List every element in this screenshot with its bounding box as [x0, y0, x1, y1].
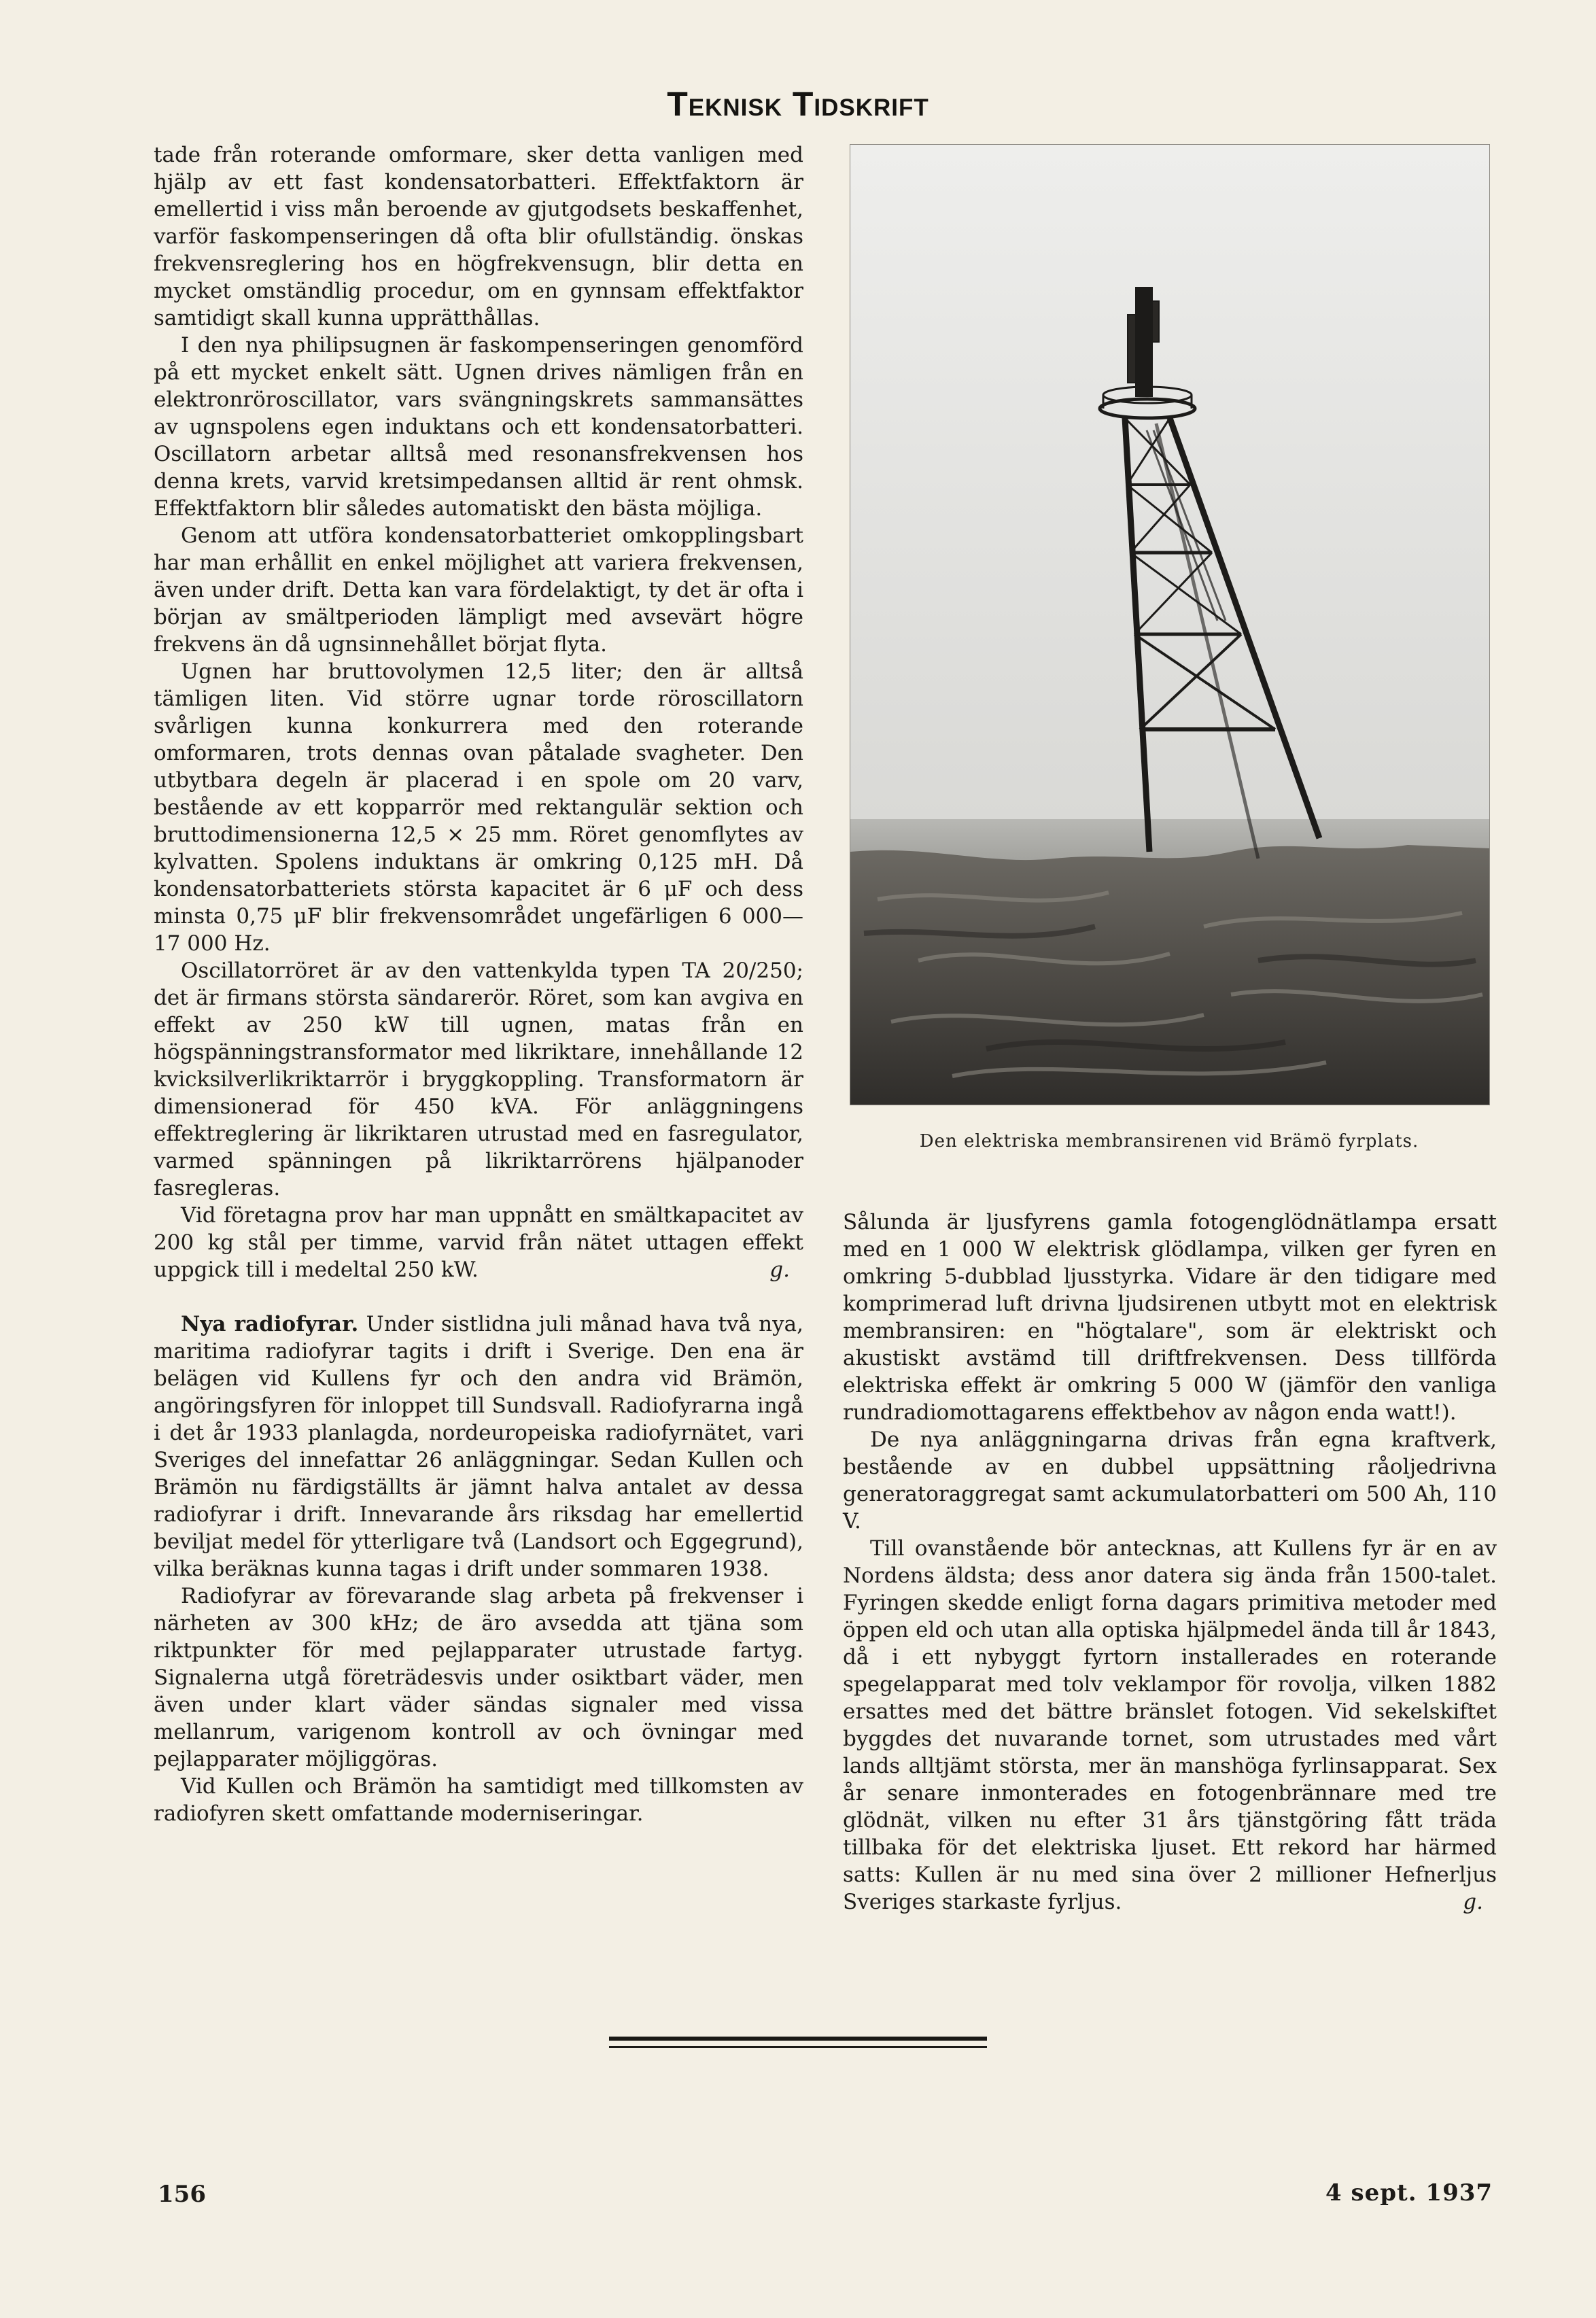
paragraph: Vid Kullen och Brämön ha samtidigt med tillkomsten av radiofyren skett omfattande moderniseringar.: [154, 1774, 803, 1826]
page-number: 156: [158, 2181, 206, 2208]
paragraph: tade från roterande omformare, sker detta vanligen med hjälp av ett fast kondensatorbatteri. Effektfaktorn är emellertid i viss mån beroende av gjutgodsets beskaffenhet, varför faskompenseringen då ofta blir ofullständig. önskas frekvensreglering hos en högfrekvensugn, blir detta en mycket omständlig procedur, om en gynnsam effektfaktor samtidigt skall kunna upprätthållas.: [154, 143, 803, 330]
issue-date: 4 sept. 1937: [1325, 2179, 1493, 2207]
paragraph: [843, 1535, 1497, 1916]
paragraph-text: Till ovanstående bör antecknas, att Kullens fyr är en av Nordens äldsta; dess anor datera sig ända från 1500-talet. Fyringen skedde enligt forna dagars primitiva metoder med öppen eld och utan alla optiska hjälpmedel ända till år 1843, då i ett nybyggt fyrtorn installerades en roterande spegelapparat med tolv veklampor för rovolja, vilken 1882 ersattes med det bättre bränslet fotogen. Vid sekelskiftet byggdes det nuvarande tornet, som utrustades med vårt lands alltjämt största, mer än manshöga fyrlinsapparat. Sex år senare inmonterades en fotogenbrännare med tre glödnät, vilken nu efter 31 års tjänstgöring fått träda tillbaka för det elektriska ljuset. Ett rekord har härmed satts: Kullen är nu med sina över 2 millioner Hefnerljus Sveriges starkaste fyrljus.: [843, 1536, 1497, 1914]
paragraph: I den nya philipsugnen är faskompenseringen genomförd på ett mycket enkelt sätt. Ugnen drives nämligen från en elektronröroscillator, vars svängningskrets sammansättes av ugnspolens egen induktans och ett kondensatorbatteri. Oscillatorn arbetar alltså med resonansfrekvensen hos denna krets, varvid kretsimpedansen alltid är rent ohmsk. Effektfaktorn blir således automatiskt den bästa möjliga.: [154, 333, 803, 521]
paragraph: Genom att utföra kondensatorbatteriet omkopplingsbart har man erhållit en enkel möjlighet att variera frekvensen, även under drift. Detta kan vara fördelaktigt, ty det är ofta i början av smältperioden lämpligt med avsevärt högre frekvens än då ugnsinnehållet börjat flyta.: [154, 523, 803, 657]
left-column: [154, 141, 803, 1827]
journal-masthead: Teknisk Tidskrift: [667, 85, 929, 123]
paragraph-text: Under sistlidna juli månad hava två nya, maritima radiofyrar tagits i drift i Sverige. Den ena är belägen vid Kullens fyr och den andra vid Brämön, angöringsfyren för inloppet till Sundsvall. Radiofyrarna ingå i det år 1933 planlagda, nordeuropeiska radiofyrnätet, vari Sveriges del innefattar 26 anläggningar. Sedan Kullen och Brämön nu färdigställts är jämnt halva antalet av dessa radiofyrar i drift. Innevarande års riksdag har emellertid beviljat medel för ytterligare två (Landsort och Eggegrund), vilka beräknas kunna tagas i drift under sommaren 1938.: [154, 1312, 803, 1581]
section-heading: Nya radiofyrar.: [181, 1312, 359, 1336]
paragraph: Sålunda är ljusfyrens gamla fotogenglödnätlampa ersatt med en 1 000 W elektrisk glödlampa, vilken ger fyren en omkring 5-dubblad ljusstyrka. Vidare är den tidigare med komprimerad luft drivna ljudsirenen utbytt mot en elektrisk membransiren: en "högtalare", som är elektriskt och akustiskt avstämd till driftfrekvensen. Dess tillförda elektriska effekt är omkring 5 000 W (jämför den vanliga rundradiomottagarens effektbehov av någon enda watt!).: [843, 1210, 1497, 1425]
paragraph: De nya anläggningarna drivas från egna kraftverk, bestående av en dubbel uppsättning råoljedrivna generatoraggregat samt ackumulatorbatteri om 500 Ah, 110 V.: [843, 1428, 1497, 1534]
paragraph: Ugnen har bruttovolymen 12,5 liter; den är alltså tämligen liten. Vid större ugnar torde röroscillatorn svårligen kunna konkurrera med den roterande omformaren, trots dennas ovan påtalade svagheter. Den utbytbara degeln är placerad i en spole om 20 varv, bestående av ett kopparrör med rektangulär sektion och bruttodimensionerna 12,5 × 25 mm. Röret genomflytes av kylvatten. Spolens induktans är omkring 0,125 mH. Då kondensatorbatteriets största kapacitet är 6 μF och dess minsta 0,75 μF blir frekvensområdet ungefärligen 6 000—17 000 Hz.: [154, 659, 803, 956]
end-rule-thick: [609, 2037, 987, 2041]
rocky-shore: [850, 845, 1489, 1105]
lighthouse-siren-photo: [850, 144, 1490, 1105]
paragraph: Radiofyrar av förevarande slag arbeta på frekvenser i närheten av 300 kHz; de äro avsedda att tjäna som riktpunkter för med pejlapparater utrustade fartyg. Signalerna utgå företrädesvis under osiktbart väder, men även under klart väder sändas signaler med vissa mellanrum, varigenom kontroll av och övningar med pejlapparater möjliggöras.: [154, 1584, 803, 1771]
paragraph: Oscillatorröret är av den vattenkylda typen TA 20/250; det är firmans största sändarerör. Röret, som kan avgiva en effekt av 250 kW till ugnen, matas från en högspänningstransformator med likriktare, innehållande 12 kvicksilverlikriktarrör i bryggkoppling. Transformatorn är dimensionerad för 450 kVA. För anläggningens effektreglering är likriktaren utrustad med en fasregulator, varmed spänningen på likriktarrörens hjälpanoder fasregleras.: [154, 958, 803, 1200]
paragraph-text: Vid företagna prov har man uppnått en smältkapacitet av 200 kg stål per timme, varvid från nätet uttagen effekt uppgick till i medeltal 250 kW.: [154, 1203, 803, 1282]
author-signature: g.: [769, 1258, 790, 1282]
photo-caption: Den elektriska membransirenen vid Brämö fyrplats.: [919, 1131, 1419, 1152]
photo-illustration: [850, 145, 1489, 1105]
section-gap: [154, 1283, 803, 1311]
paragraph: [154, 1311, 803, 1582]
end-rule-thin: [609, 2046, 987, 2048]
right-column: [843, 1209, 1497, 1916]
paragraph: [154, 1202, 803, 1283]
author-signature: g.: [1463, 1890, 1483, 1914]
